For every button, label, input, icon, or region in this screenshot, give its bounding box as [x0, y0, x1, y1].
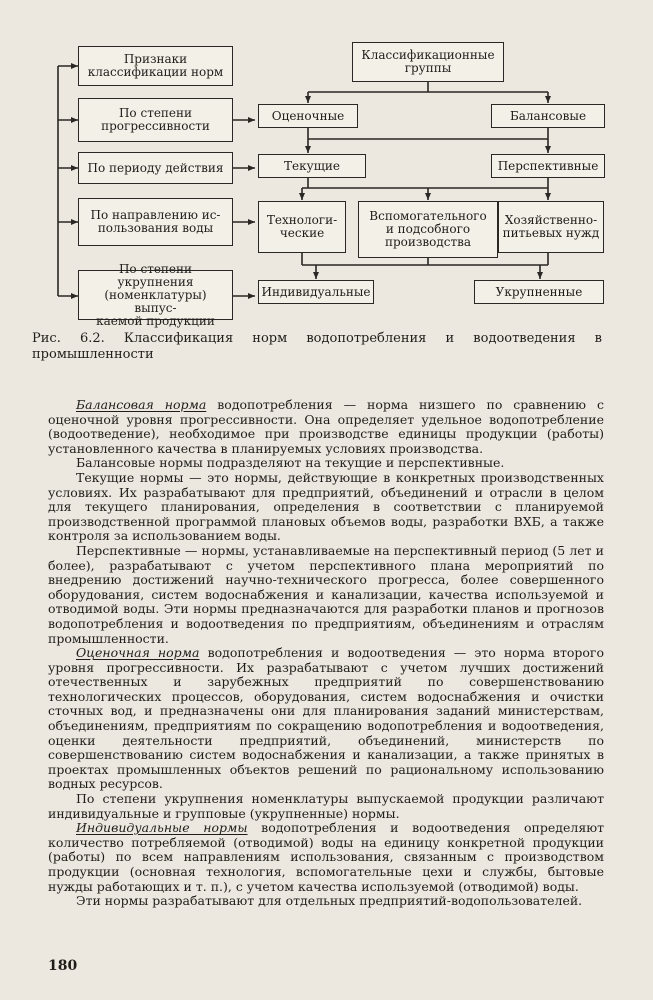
term-individual-norms: Индивидуальные нормы	[76, 820, 248, 836]
box-household-drinking: Хозяйственно- питьевых нужд	[498, 201, 604, 253]
box-current: Текущие	[258, 154, 366, 178]
box-by-consolidation: По степени укрупнения (номенклатуры) выпус- каемой продукции	[78, 270, 233, 320]
box-technological: Технологи- ческие	[258, 201, 346, 253]
box-classification-groups: Классификационные группы	[352, 42, 504, 82]
box-by-progressivity: По степени прогрессивности	[78, 98, 233, 142]
term-balance-norm: Балансовая норма	[76, 397, 207, 412]
box-auxiliary-production: Вспомогательного и подсобного производства	[358, 201, 498, 258]
box-by-water-usage: По направлению ис- пользования воды	[78, 198, 233, 246]
box-by-period: По периоду действия	[78, 152, 233, 184]
paragraph-individual-usage: Эти нормы разрабатывают для отдельных предприятий-водопользователей.	[76, 893, 583, 909]
paragraph-balance-subdivision: Балансовые нормы подразделяют на текущие и перспективные.	[76, 455, 505, 471]
body-text	[48, 398, 604, 909]
paragraph-prospective-norms: Перспективные — нормы, устанавливаемые на перспективный период (5 лет и более), разрабатывают с учетом перспективного плана мероприятий по внедрению достижений научно-технического прогресса, более совершенного оборудования, систем водоснабжения и канализации, качества используемой и отводимой воды. Эти нормы предназначаются для разработки планов и прогнозов водопотребления и водоотведения по предприятиям, объединениям и отраслям промышленности.	[48, 542, 604, 646]
paragraph-balance-norm: Балансовая норма водопотребления — норма низшего по сравнению с оценочной уровня прогрессивности. Она определяет удельное водопотребление (водоотведение), необходимое при производстве единицы продукции (работы) установленного качества в планируемых условиях производства.	[48, 397, 604, 456]
box-evaluative: Оценочные	[258, 104, 358, 128]
box-balance: Балансовые	[491, 104, 605, 128]
figure-caption: Рис. 6.2. Классификация норм водопотребления и водоотведения в промышленности	[32, 331, 602, 362]
box-prospective: Перспективные	[491, 154, 605, 178]
box-individual: Индивидуальные	[258, 280, 374, 304]
box-consolidated: Укрупненные	[474, 280, 604, 304]
paragraph-current-norms: Текущие нормы — это нормы, действующие в конкретных производственных условиях. Их разрабатывают для предприятий, объединений и отрасли в целом для текущего планирования, определения в соответствии с планируемой производственной программой плановых объемов воды, разработки ВХБ, а также контроля за использованием воды.	[48, 469, 604, 544]
paragraph-individual-norms: Индивидуальные нормы водопотребления и водоотведения определяют количество потребляемой (отводимой) воды на единицу конкретной продукции (работы) по всем направлениям использования, связанным с производством продукции (основная технология, вспомогательные цехи и службы, бытовые нужды работающих и т. п.), с учетом качества используемой (отводимой) воды.	[48, 820, 604, 894]
term-evaluative-norm: Оценочная норма	[76, 645, 200, 661]
page-number: 180	[48, 958, 78, 974]
paragraph-consolidation: По степени укрупнения номенклатуры выпускаемой продукции различают индивидуальные и групповые (укрупненные) нормы.	[48, 791, 604, 821]
box-classification-features: Признаки классификации норм	[78, 46, 233, 86]
paragraph-evaluative-norm: Оценочная норма водопотребления и водоотведения — это норма второго уровня прогрессивности. Их разрабатывают с учетом лучших достижений отечественных и зарубежных предприятий по совершенствованию технологических процессов, оборудования, систем водоснабжения и очистки сточных вод, и предназначены они для планирования заданий министерствам, объединениям, предприятиям по сокращению водопотребления и водоотведения, оценки деятельности предприятий, объединений, министерств по совершенствованию систем водоснабжения и канализации, а также принятых в проектах промышленных объектов решений по рациональному использованию водных ресурсов.	[48, 645, 605, 792]
